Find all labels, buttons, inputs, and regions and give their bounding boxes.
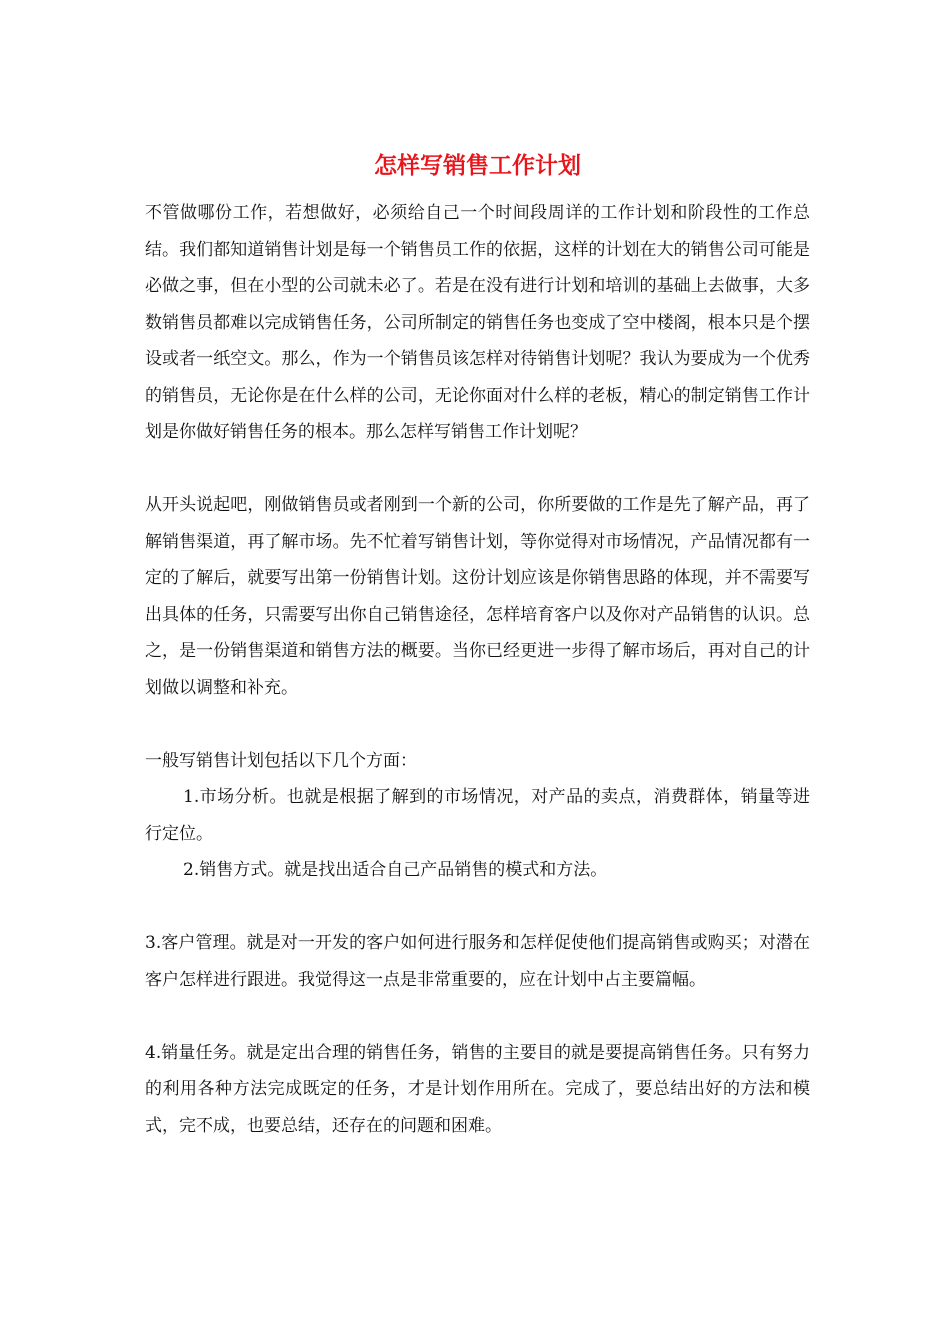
list-item-sales-target: 4.销量任务。就是定出合理的销售任务，销售的主要目的就是要提高销售任务。只有努力的利用各种方法完成既定的任务，才是计划作用所在。完成了，要总结出好的方法和模式，完不成，也要总结，还存在的问题和困难。 [145,1042,810,1136]
paragraph-intro: 不管做哪份工作，若想做好，必须给自己一个时间段周详的工作计划和阶段性的工作总结。我们都知道销售计划是每一个销售员工作的依据，这样的计划在大的销售公司可能是必做之事，但在小型的公司就未必了。若是在没有进行计划和培训的基础上去做事，大多数销售员都难以完成销售任务，公司所制定的销售任务也变成了空中楼阁，根本只是个摆设或者一纸空文。那么，作为一个销售员该怎样对待销售计划呢？我认为要成为一个优秀的销售员，无论你是在什么样的公司，无论你面对什么样的老板，精心的制定销售工作计划是你做好销售任务的根本。那么怎样写销售工作计划呢？ [145,203,810,442]
paragraph-gap [145,451,810,488]
paragraph-getting-started: 从开头说起吧，刚做销售员或者刚到一个新的公司，你所要做的工作是先了解产品，再了解销售渠道，再了解市场。先不忙着写销售计划，等你觉得对市场情况，产品情况都有一定的了解后，就要写出第一份销售计划。这份计划应该是你销售思路的体现，并不需要写出具体的任务，只需要写出你自己销售途径，怎样培育客户以及你对产品销售的认识。总之，是一份销售渠道和销售方法的概要。当你已经更进一步得了解市场后，再对自己的计划做以调整和补充。 [145,495,810,698]
paragraph-gap [145,706,810,743]
list-item-market-analysis: 1.市场分析。也就是根据了解到的市场情况，对产品的卖点，消费群体，销量等进行定位。 [145,787,810,844]
list-item-customer-management: 3.客户管理。就是对一开发的客户如何进行服务和怎样促使他们提高销售或购买；对潜在客户怎样进行跟进。我觉得这一点是非常重要的，应在计划中占主要篇幅。 [145,933,810,990]
paragraph-list-intro: 一般写销售计划包括以下几个方面： [145,750,417,771]
paragraph-gap [145,998,810,1035]
paragraph-gap [145,889,810,926]
list-item-sales-method: 2.销售方式。就是找出适合自己产品销售的模式和方法。 [183,860,608,880]
document-title: 怎样写销售工作计划 [374,152,581,179]
document-body [145,150,810,1144]
